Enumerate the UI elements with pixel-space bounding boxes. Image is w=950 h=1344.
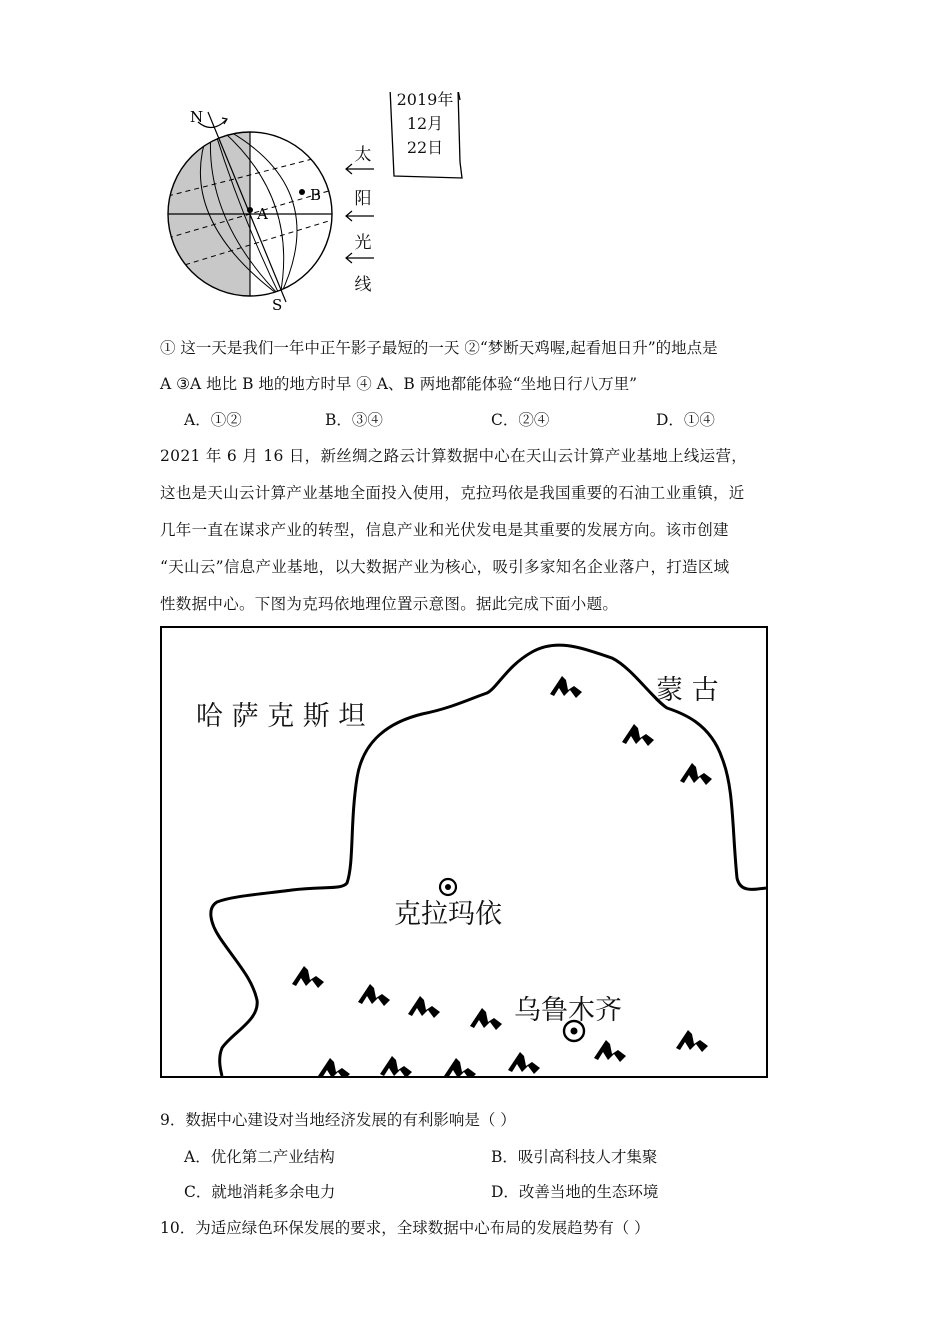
label-n: N [190, 108, 204, 126]
date-year: 2019年 [396, 90, 454, 109]
label-urumqi: 乌鲁木齐 [514, 995, 622, 1026]
passage-line: 几年一直在谋求产业的转型，信息产业和光伏发电是其重要的发展方向。该市创建 [160, 521, 729, 539]
label-b: B [310, 186, 322, 204]
point-a [247, 207, 253, 213]
question-10-stem: 10．为适应绿色环保发展的要求，全球数据中心布局的发展趋势有（ ） [160, 1219, 650, 1237]
mountain-icon [550, 676, 582, 698]
label-mongolia: 蒙 古 [656, 675, 719, 706]
passage-line: “天山云”信息产业基地，以大数据产业为核心，吸引多家知名企业落户，打造区域 [160, 558, 730, 576]
mountain-icon [470, 1008, 502, 1030]
sunlight-label-char: 阳 [354, 189, 372, 209]
night-side [160, 122, 250, 312]
q9-option-a: A．优化第二产业结构 [184, 1148, 335, 1166]
passage-line: 这也是天山云计算产业基地全面投入使用，克拉玛依是我国重要的石油工业重镇，近 [160, 484, 745, 502]
date-day: 22日 [406, 138, 444, 157]
point-b [299, 189, 305, 195]
mountain-icon [594, 1040, 626, 1062]
mountain-icon [318, 1058, 350, 1076]
question-statement: ① 这一天是我们一年中正午影子最短的一天 ②“梦断天鸡喔,起看旭日升”的地点是 [160, 339, 718, 357]
mountain-icon [380, 1056, 412, 1076]
label-a: A [257, 205, 268, 223]
passage-line: 性数据中心。下图为克玛依地理位置示意图。据此完成下面小题。 [160, 595, 619, 613]
option-d: D．①④ [656, 411, 715, 429]
option-b: B．③④ [325, 411, 383, 429]
sunlight-label-char: 线 [354, 275, 372, 295]
q9-option-d: D．改善当地的生态环境 [491, 1183, 659, 1201]
passage-line: 2021 年 6 月 16 日，新丝绸之路云计算数据中心在天山云计算产业基地上线运营， [160, 447, 748, 465]
mountain-icon [444, 1058, 476, 1076]
date-month: 12月 [406, 114, 444, 133]
mountain-icon [622, 724, 654, 746]
option-a: A．①② [184, 411, 242, 429]
q9-option-c: C．就地消耗多余电力 [184, 1183, 336, 1201]
option-c: C．②④ [491, 411, 550, 429]
mountain-icon [508, 1052, 540, 1074]
label-kazakhstan: 哈 萨 克 斯 坦 [196, 701, 366, 732]
question-9-stem: 9．数据中心建设对当地经济发展的有利影响是（ ） [160, 1111, 516, 1129]
sunlight-label-char: 光 [354, 233, 372, 253]
mountain-icon [292, 966, 324, 988]
mountain-icon [676, 1030, 708, 1052]
mountain-icon [408, 996, 440, 1018]
mountain-icon [358, 984, 390, 1006]
mountain-icon [680, 763, 712, 785]
label-karamay: 克拉玛依 [394, 899, 502, 930]
q9-option-b: B．吸引高科技人才集聚 [491, 1148, 658, 1166]
question-statement: A ③A 地比 B 地的地方时早 ④ A、B 两地都能体验“坐地日行八万里” [160, 375, 638, 393]
location-map [160, 626, 768, 1078]
sunlight-label-char: 太 [354, 145, 372, 165]
calendar-date [390, 88, 460, 176]
label-s: S [272, 296, 283, 314]
